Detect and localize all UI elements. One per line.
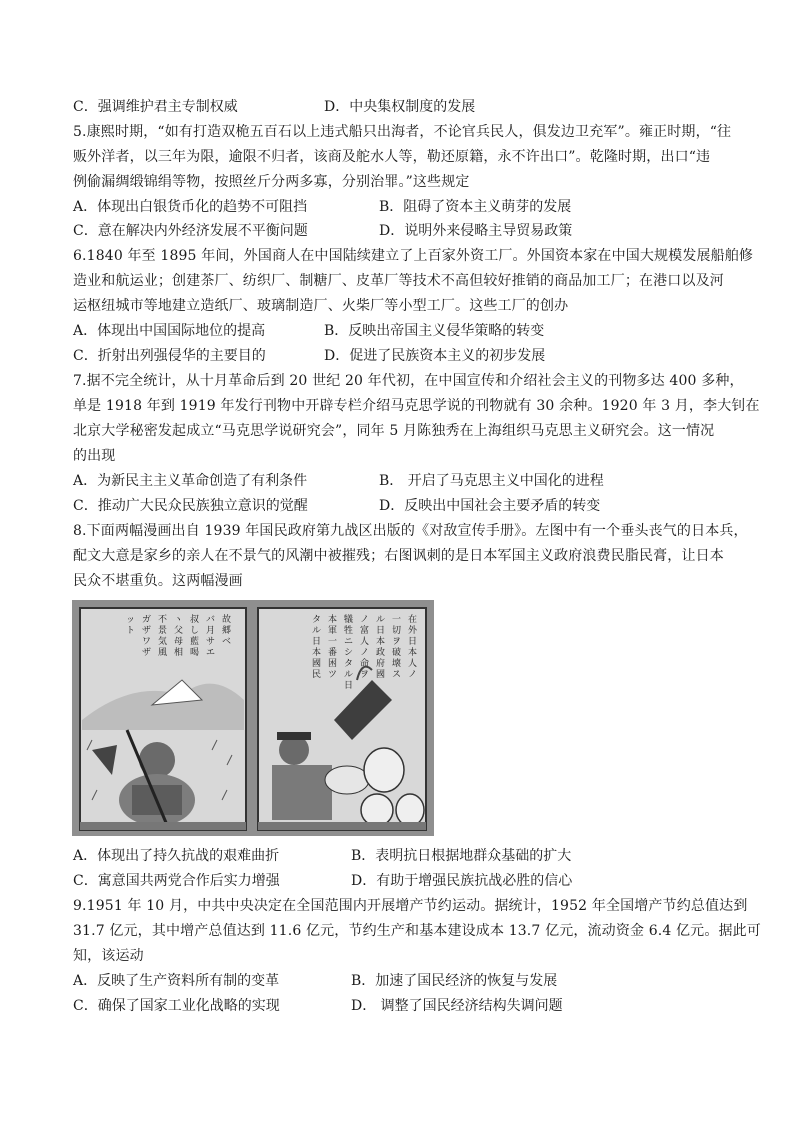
q8-option-a: A．体现出了持久抗战的艰难曲折 bbox=[73, 848, 280, 864]
q6-option-a: A．体现出中国国际地位的提高 bbox=[73, 323, 266, 339]
q7-option-b: B． 开启了马克思主义中国化的进程 bbox=[379, 473, 604, 489]
right-cartoon-caption-col-2: ル日本政府國 bbox=[376, 615, 386, 680]
q5-option-c: C．意在解决内外经济发展不平衡问题 bbox=[73, 223, 308, 239]
q5-stem-line-2: 贩外洋者，以三年为限，逾限不归者，该商及舵水人等，勒还原籍，永不许出口”。乾隆时期，出口“违 bbox=[73, 149, 711, 165]
left-cartoon-caption-col-3: ヽ父母相 bbox=[174, 615, 184, 658]
right-cartoon-panel bbox=[258, 608, 426, 830]
q8-option-d: D．有助于增强民族抗战必胜的信心 bbox=[351, 873, 573, 889]
left-cartoon-caption-col-6: ット bbox=[126, 615, 136, 636]
q9-option-d: D． 调整了国民经济结构失调问题 bbox=[351, 998, 563, 1014]
left-cartoon-caption-col-1: バ月サエ bbox=[206, 615, 216, 658]
q7-option-c: C．推动广大民众民族独立意识的觉醒 bbox=[73, 498, 308, 514]
q5-stem-line-1: 5.康熙时期，“如有打造双桅五百石以上违式船只出海者，不论官兵民人，俱发边卫充军”。雍正时期，“往 bbox=[73, 124, 732, 140]
q7-option-d: D．反映出中国社会主要矛盾的转变 bbox=[379, 498, 601, 514]
right-cartoon-caption-col-1: 一切ヲ破壊ス bbox=[392, 615, 402, 680]
q6-option-b: B．反映出帝国主义侵华策略的转变 bbox=[324, 323, 545, 339]
left-cartoon-caption-col-2: 叔し藍喝 bbox=[190, 615, 200, 658]
q6-stem-line-1: 6.1840 年至 1895 年间，外国商人在中国陆续建立了上百家外资工厂。外国资本家在中国大规模发展船舶修 bbox=[73, 248, 754, 264]
q8-option-b: B．表明抗日根据地群众基础的扩大 bbox=[351, 848, 572, 864]
q7-stem-line-4: 的出现 bbox=[73, 448, 116, 464]
q6-option-d: D．促进了民族资本主义的初步发展 bbox=[324, 348, 546, 364]
right-cartoon-caption-col-4: 犠牲ニシタル日 bbox=[344, 615, 354, 691]
q6-stem-line-3: 运枢纽城市等地建立造纸厂、玻璃制造厂、火柴厂等小型工厂。这些工厂的创办 bbox=[73, 298, 569, 314]
q8-option-c: C．寓意国共两党合作后实力增强 bbox=[73, 873, 280, 889]
q9-stem-line-1: 9.1951 年 10 月，中共中央决定在全国范围内开展增产节约运动。据统计，1952 年全国增产节约总值达到 bbox=[73, 898, 748, 914]
right-cartoon-caption-col-3: ノ富人ノ命ヲ bbox=[360, 615, 370, 680]
q9-option-a: A．反映了生产资料所有制的变革 bbox=[73, 973, 280, 989]
q7-stem-line-3: 北京大学秘密发起成立“马克思学说研究会”，同年 5 月陈独秀在上海组织马克思主义研究会。这一情况 bbox=[73, 423, 715, 439]
q8-stem-line-1: 8.下面两幅漫画出自 1939 年国民政府第九战区出版的《对敌宣传手册》。左图中有一个垂头丧气的日本兵， bbox=[73, 523, 748, 539]
q9-stem-line-2: 31.7 亿元，其中增产总值达到 11.6 亿元，节约生产和基本建设成本 13.7 亿元，流动资金 6.4 亿元。据此可 bbox=[73, 923, 761, 939]
q7-stem-line-1: 7.据不完全统计，从十月革命后到 20 世纪 20 年代初，在中国宣传和介绍社会主义的刊物多达 400 多种， bbox=[73, 373, 744, 389]
q6-stem-line-2: 造业和航运业；创建茶厂、纺织厂、制糖厂、皮革厂等技术不高但较好推销的商品加工厂；在港口以及河 bbox=[73, 273, 724, 289]
q4-option-d: D．中央集权制度的发展 bbox=[324, 99, 476, 115]
q9-option-b: B．加速了国民经济的恢复与发展 bbox=[351, 973, 558, 989]
q5-option-d: D．说明外来侵略主导贸易政策 bbox=[379, 223, 573, 239]
q7-option-a: A．为新民主主义革命创造了有利条件 bbox=[73, 473, 308, 489]
q5-option-b: B．阻碍了资本主义萌芽的发展 bbox=[379, 199, 572, 215]
q5-stem-line-3: 例偷漏绸缎锦绢等物，按照丝斤分两多寡，分别治罪。”这些规定 bbox=[73, 174, 470, 190]
q9-option-c: C．确保了国家工业化战略的实现 bbox=[73, 998, 280, 1014]
q7-stem-line-2: 单是 1918 年到 1919 年发行刊物中开辟专栏介绍马克思学说的刊物就有 30 余种。1920 年 3 月，李大钊在 bbox=[73, 398, 760, 414]
right-cartoon-caption-col-5: 本軍一番困ツ bbox=[328, 615, 338, 680]
q5-option-a: A．体现出白银货币化的趋势不可阻挡 bbox=[73, 199, 308, 215]
q8-stem-line-2: 配文大意是家乡的亲人在不景气的风潮中被摧残；右图讽刺的是日本军国主义政府浪费民脂民膏，让日本 bbox=[73, 548, 724, 564]
q6-option-c: C．折射出列强侵华的主要目的 bbox=[73, 348, 266, 364]
right-cartoon-caption-col-6: タル日本國民 bbox=[312, 615, 322, 680]
q4-option-c: C．强调维护君主专制权威 bbox=[73, 99, 238, 115]
left-cartoon-caption-col-0: 故郷ベ bbox=[222, 615, 232, 647]
left-cartoon-panel bbox=[80, 608, 246, 830]
left-cartoon-caption-col-5: ガザワザ bbox=[142, 615, 152, 658]
right-cartoon-caption-col-0: 在外日本人ノ bbox=[408, 615, 418, 680]
propaganda-cartoon-image bbox=[72, 600, 434, 836]
q9-stem-line-3: 知，该运动 bbox=[73, 948, 144, 964]
left-cartoon-caption-col-4: 不景気風 bbox=[158, 615, 168, 658]
q8-stem-line-3: 民众不堪重负。这两幅漫画 bbox=[73, 573, 243, 589]
